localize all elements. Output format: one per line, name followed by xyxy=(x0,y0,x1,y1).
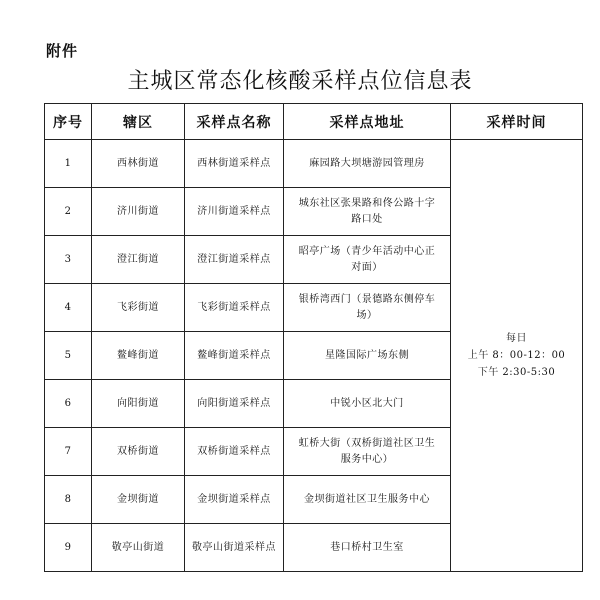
row-address: 金坝街道社区卫生服务中心 xyxy=(284,476,451,524)
row-district: 向阳街道 xyxy=(92,380,185,428)
row-address: 城东社区张果路和佟公路十字路口处 xyxy=(284,188,451,236)
row-district: 鳌峰街道 xyxy=(92,332,185,380)
row-index: 6 xyxy=(45,380,92,428)
row-district: 济川街道 xyxy=(92,188,185,236)
row-address: 麻园路大坝塘游园管理房 xyxy=(284,140,451,188)
page-title: 主城区常态化核酸采样点位信息表 xyxy=(127,69,473,94)
row-district: 双桥街道 xyxy=(92,428,185,476)
row-address: 银桥湾西门（景德路东侧停车场） xyxy=(284,284,451,332)
row-address: 星隆国际广场东侧 xyxy=(284,332,451,380)
header-address: 采样点地址 xyxy=(284,104,451,140)
row-address: 昭亭广场（青少年活动中心正对面） xyxy=(284,236,451,284)
row-index: 4 xyxy=(45,284,92,332)
row-site-name: 济川街道采样点 xyxy=(185,188,284,236)
row-site-name: 双桥街道采样点 xyxy=(185,428,284,476)
header-site-name: 采样点名称 xyxy=(185,104,284,140)
row-site-name: 向阳街道采样点 xyxy=(185,380,284,428)
row-site-name: 鳌峰街道采样点 xyxy=(185,332,284,380)
attachment-label: 附件 xyxy=(46,42,79,60)
sampling-site-table xyxy=(44,103,583,572)
table-header-row xyxy=(45,104,583,140)
row-index: 5 xyxy=(45,332,92,380)
row-address: 虹桥大街（双桥街道社区卫生服务中心） xyxy=(284,428,451,476)
row-index: 2 xyxy=(45,188,92,236)
row-district: 西林街道 xyxy=(92,140,185,188)
header-time: 采样时间 xyxy=(451,104,583,140)
row-district: 敬亭山街道 xyxy=(92,524,185,572)
table-row xyxy=(45,140,583,188)
row-index: 8 xyxy=(45,476,92,524)
row-index: 3 xyxy=(45,236,92,284)
row-site-name: 澄江街道采样点 xyxy=(185,236,284,284)
sampling-time-cell xyxy=(451,140,583,572)
sampling-time-afternoon: 下午 2:30-5:30 xyxy=(477,367,556,378)
row-district: 澄江街道 xyxy=(92,236,185,284)
row-site-name: 飞彩街道采样点 xyxy=(185,284,284,332)
row-site-name: 敬亭山街道采样点 xyxy=(185,524,284,572)
row-index: 1 xyxy=(45,140,92,188)
header-index: 序号 xyxy=(45,104,92,140)
row-address: 中锐小区北大门 xyxy=(284,380,451,428)
sampling-time-days: 每日 xyxy=(506,333,527,344)
row-site-name: 西林街道采样点 xyxy=(185,140,284,188)
row-address: 巷口桥村卫生室 xyxy=(284,524,451,572)
sampling-time-morning: 上午 8：00-12：00 xyxy=(467,350,566,361)
row-index: 9 xyxy=(45,524,92,572)
row-district: 金坝街道 xyxy=(92,476,185,524)
row-site-name: 金坝街道采样点 xyxy=(185,476,284,524)
row-index: 7 xyxy=(45,428,92,476)
row-district: 飞彩街道 xyxy=(92,284,185,332)
header-district: 辖区 xyxy=(92,104,185,140)
